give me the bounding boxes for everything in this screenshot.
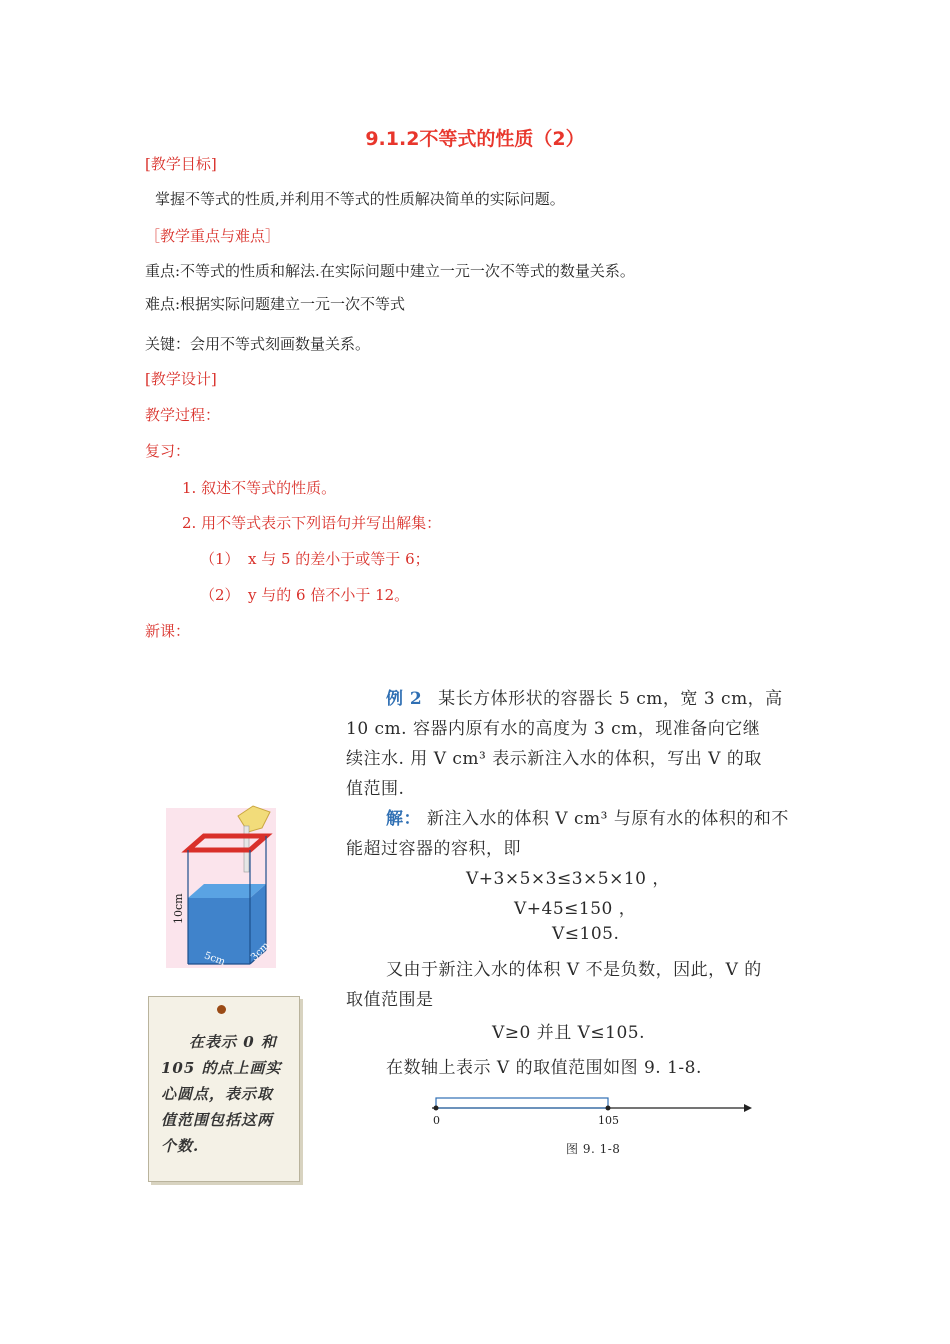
textbook-excerpt xyxy=(140,670,820,1190)
equation-1: V+3×5×3≤3×5×10 ， xyxy=(466,869,670,889)
goal-text: 掌握不等式的性质,并利用不等式的性质解决简单的实际问题。 xyxy=(155,190,565,208)
review-sub-2: y 与的 6 倍不小于 12。 xyxy=(248,586,410,604)
review-item-1: 1. 叙述不等式的性质。 xyxy=(182,479,337,497)
note-line-3: 心圆点，表示取 xyxy=(161,1085,274,1103)
equation-2: V+45≤150 ， xyxy=(514,899,637,919)
key-heading: ［教学重点与难点］ xyxy=(145,227,281,245)
side-note xyxy=(148,996,300,1182)
key-point: 重点:不等式的性质和解法.在实际问题中建立一元一次不等式的数量关系。 xyxy=(145,262,635,280)
note-line-1: 在表示 0 和 xyxy=(189,1033,277,1051)
tick-label-105: 105 xyxy=(598,1114,619,1127)
review-sub-1-number: （1） xyxy=(200,550,240,568)
note-line-2: 105 的点上画实 xyxy=(161,1059,282,1077)
arrow-right-icon xyxy=(744,1104,752,1112)
after-line-1: 又由于新注入水的体积 V 不是负数，因此，V 的 xyxy=(386,960,762,980)
pin-icon xyxy=(217,1005,226,1014)
example-line-1: 某长方体形状的容器长 5 cm，宽 3 cm，高 xyxy=(438,689,783,709)
box-height-label: 10cm xyxy=(172,893,185,924)
solution-line-1: 新注入水的体积 V cm³ 与原有水的体积的和不 xyxy=(426,809,789,829)
example-line-3: 续注水. 用 V cm³ 表示新注入水的体积，写出 V 的取 xyxy=(346,749,762,769)
new-lesson-heading: 新课： xyxy=(145,622,191,640)
note-line-5: 个数. xyxy=(161,1137,200,1155)
crux-point: 关键：会用不等式刻画数量关系。 xyxy=(145,335,371,353)
review-sub-2-number: （2） xyxy=(200,586,240,604)
goal-heading: [教学目标] xyxy=(145,155,217,173)
point-0 xyxy=(434,1106,439,1111)
axis-intro: 在数轴上表示 V 的取值范围如图 9. 1-8. xyxy=(386,1058,702,1078)
range-statement: V≥0 并且 V≤105. xyxy=(492,1023,646,1043)
container-illustration xyxy=(158,798,283,978)
equation-3: V≤105. xyxy=(552,924,620,944)
box-width-label: 3cm xyxy=(248,940,272,964)
difficulty-point: 难点:根据实际问题建立一元一次不等式 xyxy=(145,295,406,313)
review-sub-1: x 与 5 的差小于或等于 6； xyxy=(248,550,430,568)
box-length-label: 5cm xyxy=(202,950,227,968)
process-heading: 教学过程： xyxy=(145,406,221,424)
solution-label: 解： xyxy=(386,809,421,829)
after-line-2: 取值范围是 xyxy=(346,990,434,1010)
point-105 xyxy=(606,1106,611,1111)
number-line xyxy=(426,1090,756,1130)
review-item-2: 2. 用不等式表示下列语句并写出解集： xyxy=(182,514,442,532)
example-line-2: 10 cm. 容器内原有水的高度为 3 cm，现准备向它继 xyxy=(346,719,761,739)
example-label: 例 2 xyxy=(386,689,423,709)
review-heading: 复习： xyxy=(145,442,191,460)
design-heading: [教学设计] xyxy=(145,370,217,388)
solution-line-2: 能超过容器的容积，即 xyxy=(346,839,521,859)
tick-label-0: 0 xyxy=(433,1114,440,1127)
figure-caption: 图 9. 1-8 xyxy=(566,1142,621,1156)
page-title: 9.1.2不等式的性质（2） xyxy=(365,128,585,150)
note-line-4: 值范围包括这两 xyxy=(161,1111,274,1129)
example-line-4: 值范围. xyxy=(346,779,405,799)
range-bracket xyxy=(436,1098,608,1108)
example-block xyxy=(346,670,816,1170)
